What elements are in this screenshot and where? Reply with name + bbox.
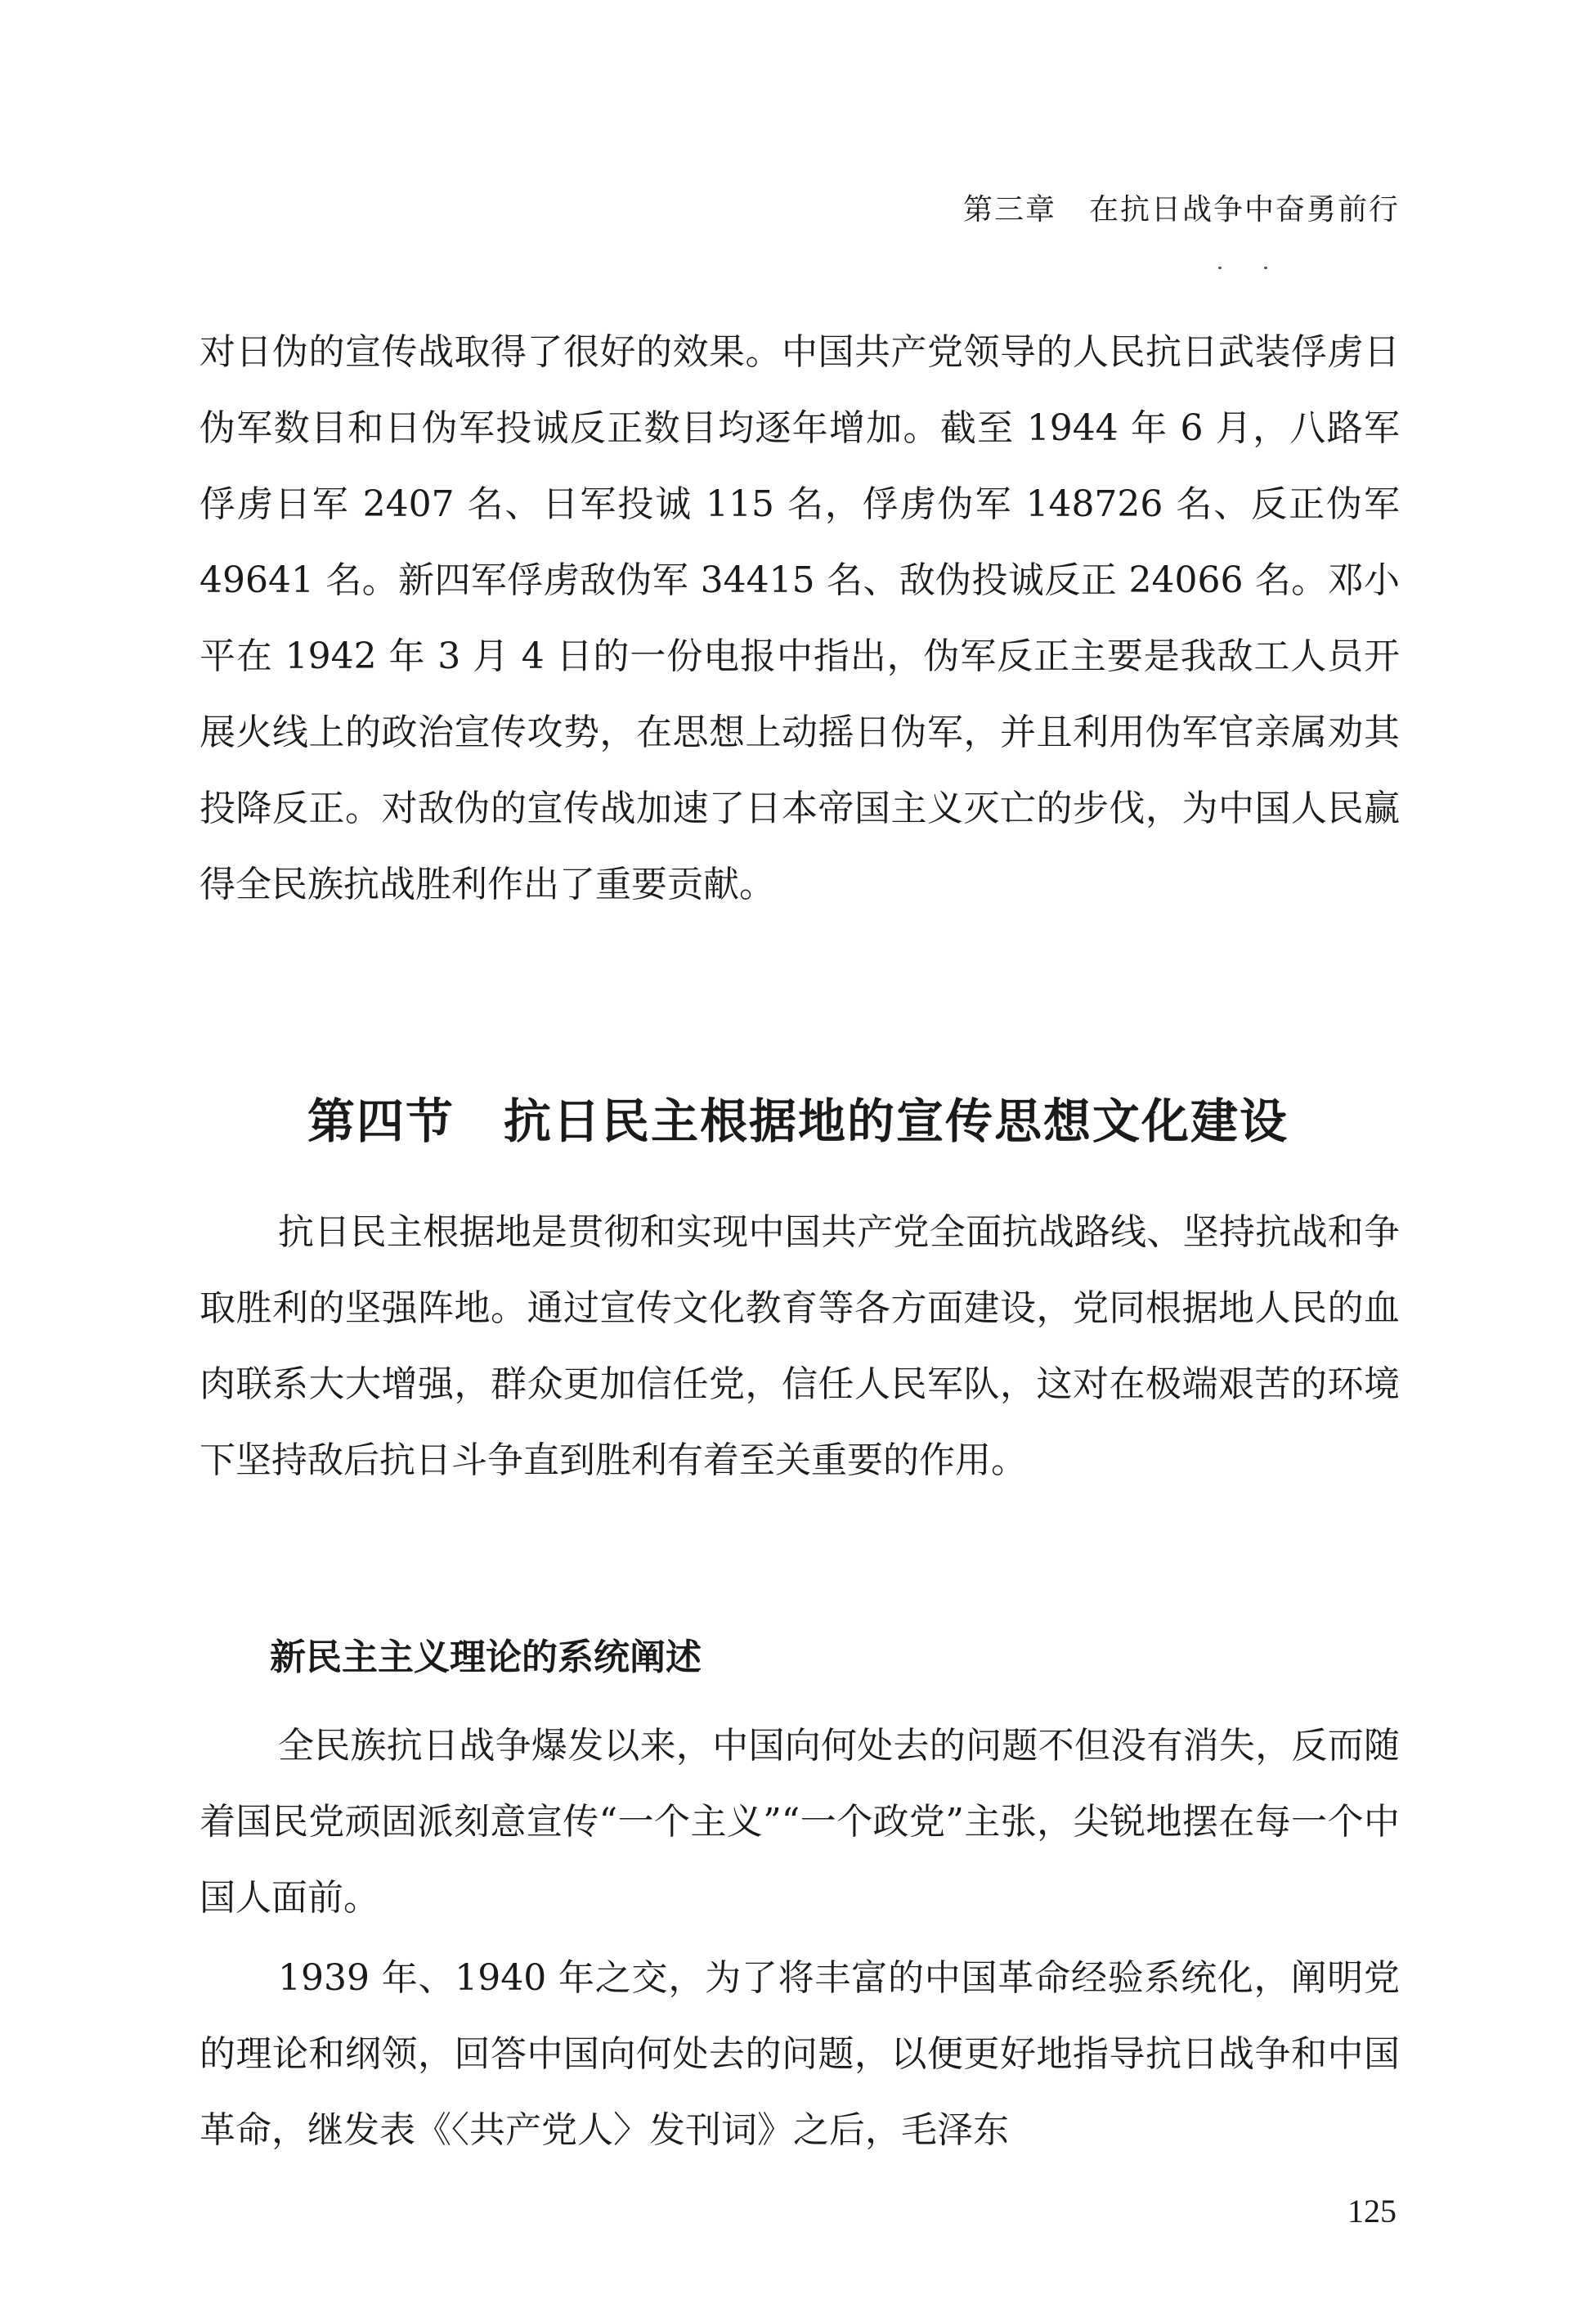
paragraph-1: 对日伪的宣传战取得了很好的效果。中国共产党领导的人民抗日武装俘虏日伪军数目和日伪军投诚反正数目均逐年增加。截至 1944 年 6 月，八路军俘虏日军 2407 名、日军投诚 115 名，俘虏伪军 148726 名、反正伪军 49641 名。新四军俘虏敌伪军 34415 名、敌伪投诚反正 24066 名。邓小平在 1942 年 3 月 4 日的一份电报中指出，伪军反正主要是我敌工人员开展火线上的政治宣传攻势，在思想上动摇日伪军，并且利用伪军官亲属劝其投降反正。对敌伪的宣传战加速了日本帝国主义灭亡的步伐，为中国人民赢得全民族抗战胜利作出了重要贡献。	[200, 331, 1400, 905]
running-head-title: 在抗日战争中奋勇前行	[1088, 193, 1400, 227]
section-title: 抗日民主根据地的宣传思想文化建设	[504, 1093, 1289, 1149]
paragraph-4: 1939 年、1940 年之交，为了将丰富的中国革命经验系统化，阐明党的理论和纲领，回答中国向何处去的问题，以便更好地指导抗日战争和中国革命，继发表《〈共产党人〉发刊词》之后，毛泽东	[200, 1957, 1400, 2151]
subsection-heading: 新民主主义理论的系统阐述	[270, 1637, 702, 1678]
paragraph-2: 抗日民主根据地是贯彻和实现中国共产党全面抗战路线、坚持抗战和争取胜利的坚强阵地。通过宣传文化教育等各方面建设，党同根据地人民的血肉联系大大增强，群众更加信任党，信任人民军队，这对在极端艰苦的环境下坚持敌后抗日斗争直到胜利有着至关重要的作用。	[200, 1211, 1400, 1481]
running-head	[963, 186, 1400, 228]
header-scan-marks	[1218, 267, 1267, 272]
section-heading	[0, 1083, 1596, 1152]
running-head-chapter: 第三章	[962, 193, 1056, 227]
section-number: 第四节	[307, 1093, 455, 1149]
paragraph-3: 全民族抗日战争爆发以来，中国向何处去的问题不但没有消失，反而随着国民党顽固派刻意宣传“一个主义”“一个政党”主张，尖锐地摆在每一个中国人面前。	[200, 1725, 1400, 1919]
page-number: 125	[1347, 2193, 1396, 2229]
